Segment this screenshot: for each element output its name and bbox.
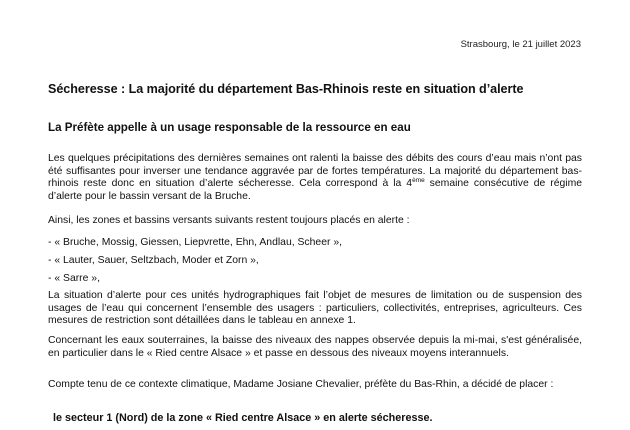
document-title: Sécheresse : La majorité du département Bas-Rhinois reste en situation d’alerte <box>48 82 524 96</box>
document-subtitle: La Préfète appelle à un usage responsable de la ressource en eau <box>48 121 411 134</box>
list-item: - « Sarre », <box>48 273 100 284</box>
document-date: Strasbourg, le 21 juillet 2023 <box>460 39 581 50</box>
paragraph-zones-intro: Ainsi, les zones et bassins versants suivants restent toujours placés en alerte : <box>48 215 410 226</box>
paragraph-intro <box>48 153 582 203</box>
paragraph-restrictions: La situation d’alerte pour ces unités hydrographiques fait l’objet de mesures de limitation ou de suspension des usages de l’eau qui concernent l’ensemble des usagers : particuliers, collectivités, entreprises, agriculteurs. Ces mesures de restriction sont détaillées dans le tableau en annexe 1. <box>48 290 582 327</box>
paragraph-intro-text: Les quelques précipitations des dernières semaines ont ralenti la baisse des débits des cours d’eau mais n’ont pas été suffisantes pour inverser une tendance aggravée par de fortes températures. La majorité du département bas-rhinois reste donc en situation d’alerte sécheresse. Cela correspond à la 4 <box>48 153 582 190</box>
ordinal-superscript: ème <box>412 177 425 185</box>
paragraph-decision: Compte tenu de ce contexte climatique, Madame Josiane Chevalier, préfète du Bas-Rhin, a décidé de placer : <box>48 379 554 390</box>
list-item: - « Lauter, Sauer, Seltzbach, Moder et Zorn », <box>48 255 259 266</box>
paragraph-intro-end: semaine consécutive de régime d’alerte pour le bassin versant de la Bruche. <box>48 178 583 202</box>
decision-sector-line: le secteur 1 (Nord) de la zone « Ried centre Alsace » en alerte sécheresse. <box>53 412 433 424</box>
list-item: - « Bruche, Mossig, Giessen, Liepvrette, Ehn, Andlau, Scheer », <box>48 237 342 248</box>
paragraph-groundwater: Concernant les eaux souterraines, la baisse des niveaux des nappes observée depuis la mi-mai, s'est généralisée, en particulier dans le « Ried centre Alsace » et passe en dessous des niveaux moyens interannuels. <box>48 335 582 359</box>
